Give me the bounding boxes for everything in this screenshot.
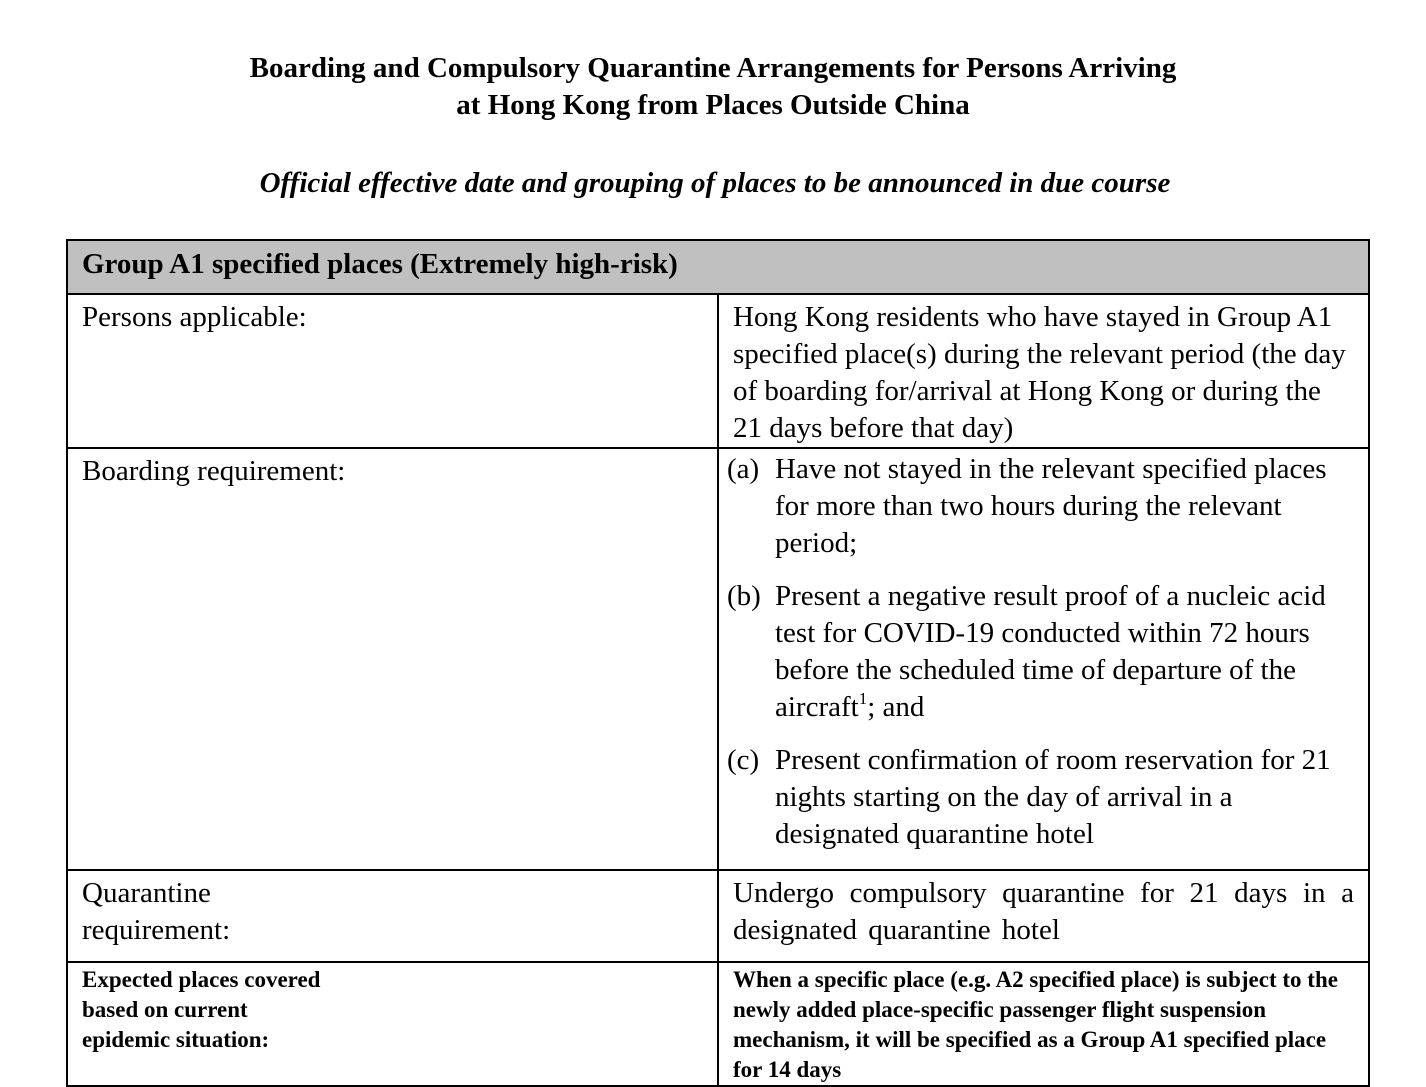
row-label-line: epidemic situation: <box>82 1027 270 1052</box>
document-title <box>0 50 1426 124</box>
group-a1-table <box>66 239 1370 1087</box>
row-label <box>68 871 717 949</box>
row-label-line: based on current <box>82 997 248 1022</box>
row-value: Hong Kong residents who have stayed in Group A1 specified place(s) during the relevant period (the day of boarding for/arrival at Hong Kong or during the 21 days before that day) <box>733 301 1346 444</box>
footnote-ref[interactable]: 1 <box>858 689 868 708</box>
list-item <box>727 578 1354 726</box>
table-row-persons-applicable <box>67 294 1369 448</box>
row-label <box>68 963 717 1055</box>
list-item <box>727 451 1354 562</box>
list-marker: (a) <box>727 453 760 485</box>
list-item-text: Present confirmation of room reservation for 21 nights starting on the day of arrival in a designated quarantine hotel <box>775 744 1331 850</box>
list-item-text <box>775 578 1354 726</box>
list-item-text: Have not stayed in the relevant specified places for more than two hours during the relevant period; <box>775 453 1327 559</box>
list-item-body: Present a negative result proof of a nucleic acid test for COVID-19 conducted within 72 hours before the scheduled time of departure of the aircraft <box>775 580 1326 723</box>
requirement-list <box>719 449 1368 853</box>
list-item <box>727 742 1354 853</box>
row-value: Undergo compulsory quarantine for 21 days in a designated quarantine hotel <box>733 877 1354 946</box>
row-label: Persons applicable: <box>82 301 307 333</box>
row-label-line: Quarantine <box>82 877 211 909</box>
table-header-row <box>67 240 1369 294</box>
row-label: Boarding requirement: <box>82 455 346 487</box>
document-subtitle: Official effective date and grouping of places to be announced in due course <box>259 167 1171 199</box>
title-line-2: at Hong Kong from Places Outside China <box>456 89 970 121</box>
table-header-cell <box>67 240 1369 294</box>
table-row-expected-places <box>67 962 1369 1086</box>
row-label-line: Expected places covered <box>82 967 321 992</box>
table-header: Group A1 specified places (Extremely high-risk) <box>82 248 678 280</box>
title-line-1: Boarding and Compulsory Quarantine Arrangements for Persons Arriving <box>249 52 1177 84</box>
list-item-tail: ; and <box>867 691 925 723</box>
list-marker: (c) <box>727 744 760 776</box>
row-label-line: requirement: <box>82 914 231 946</box>
table-row-boarding-requirement <box>67 448 1369 870</box>
list-marker: (b) <box>727 580 761 612</box>
table-row-quarantine-requirement <box>67 870 1369 962</box>
row-value: When a specific place (e.g. A2 specified place) is subject to the newly added place-specific passenger flight suspension mechanism, it will be specified as a Group A1 specified place for 14 days <box>733 967 1338 1082</box>
